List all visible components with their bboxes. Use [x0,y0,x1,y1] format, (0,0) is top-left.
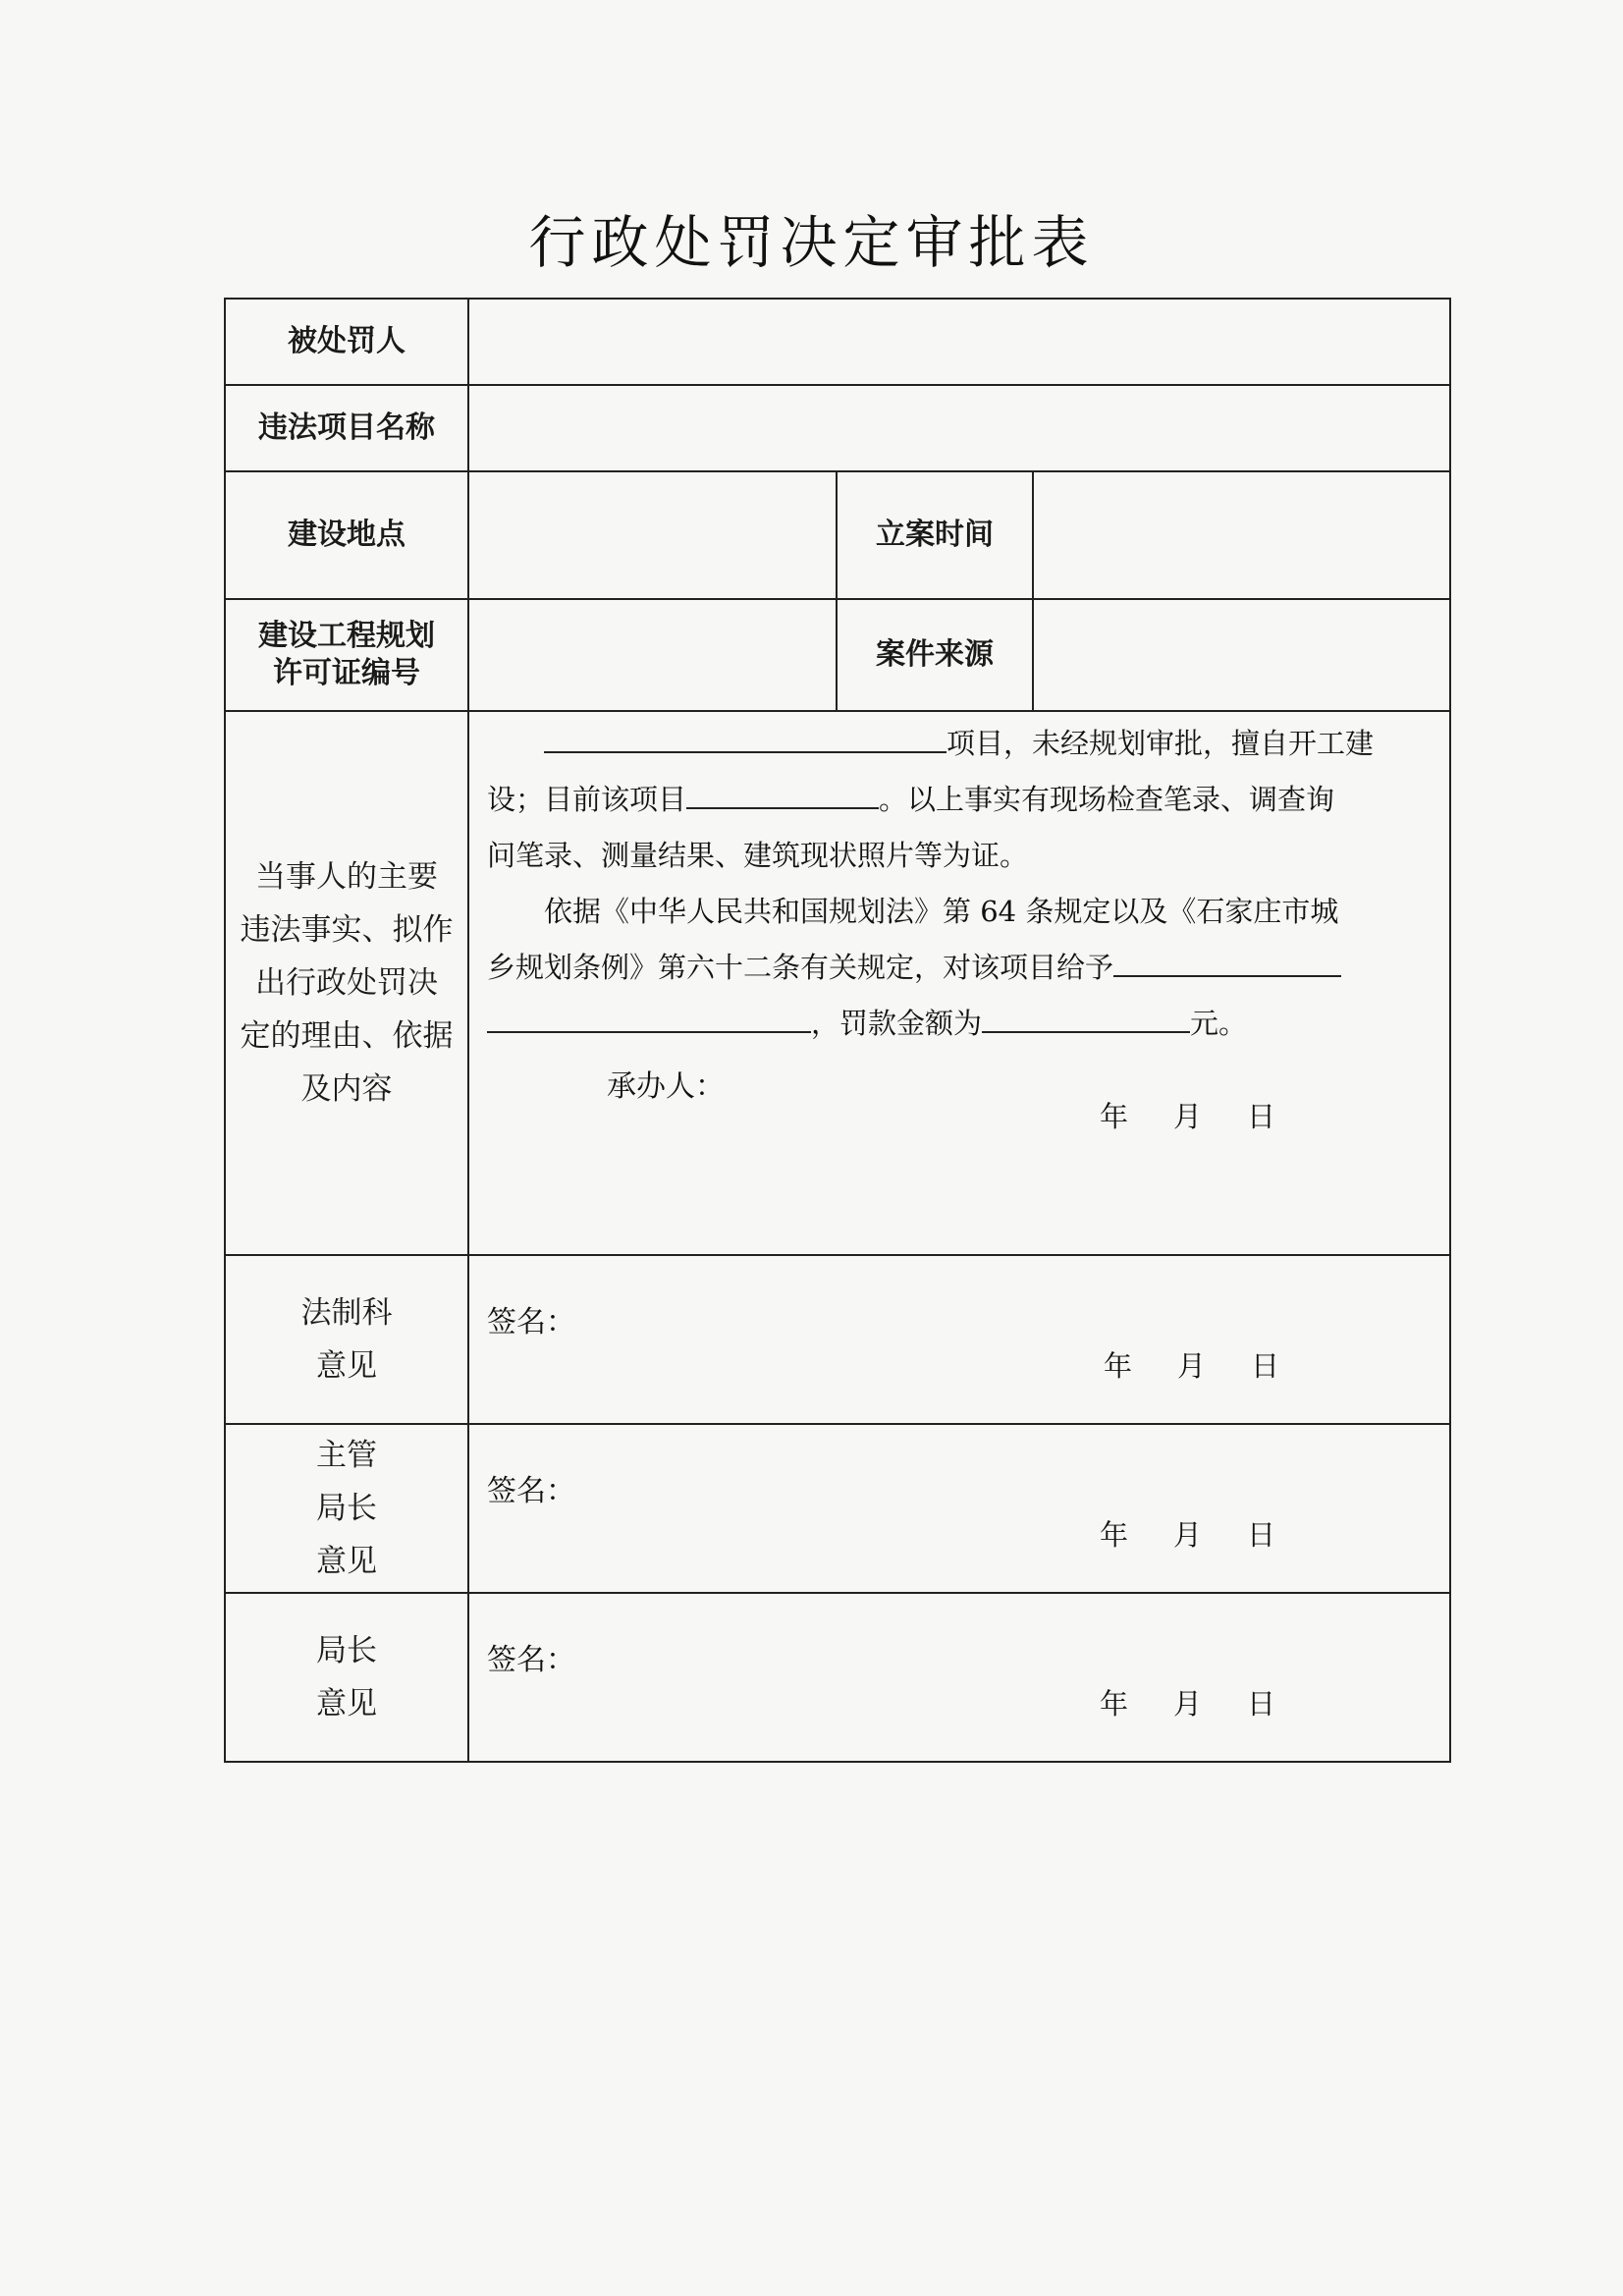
permit-number-field[interactable] [468,599,837,711]
date-month: 月 [1173,1687,1203,1721]
case-source-label: 案件来源 [837,599,1033,711]
signature-label: 签名： [487,1643,575,1677]
facts-label-line: 及内容 [300,1071,393,1107]
facts-paragraph-1 [469,716,1449,772]
respondent-row [225,299,1450,385]
date-year: 年 [1100,1100,1129,1133]
director-date [1100,1682,1275,1722]
project-name-row [225,385,1450,471]
facts-text: ，罚款金额为 [811,1007,983,1040]
director-label-line: 局长 [316,1633,377,1668]
signature-label: 签名： [487,1305,575,1339]
date-month: 月 [1173,1518,1203,1552]
deputy-label-line: 意见 [316,1544,377,1579]
date-year: 年 [1100,1687,1129,1721]
facts-label-line: 定的理由、依据 [240,1018,454,1054]
facts-paragraph-1-end [469,828,1449,884]
facts-text: 问笔录、测量结果、建筑现状照片等为证。 [487,839,1029,872]
deputy-director-row [225,1424,1450,1593]
facts-row [225,711,1450,1255]
date-day: 日 [1247,1100,1276,1133]
case-source-field[interactable] [1033,599,1450,711]
legal-date [1104,1344,1279,1385]
facts-text: 乡规划条例》第六十二条有关规定，对该项目给予 [487,951,1114,984]
facts-label [225,711,468,1255]
location-label: 建设地点 [225,471,468,599]
location-field[interactable] [468,471,837,599]
date-day: 日 [1247,1518,1276,1552]
date-year: 年 [1100,1518,1129,1552]
deputy-director-label [225,1424,468,1593]
facts-date [1100,1095,1275,1135]
director-row [225,1593,1450,1762]
respondent-field[interactable] [468,299,1450,385]
date-day: 日 [1251,1349,1280,1383]
deputy-label-line: 主管 [316,1438,377,1473]
filing-time-label: 立案时间 [837,471,1033,599]
facts-text: 。以上事实有现场检查笔录、调查询 [879,783,1335,816]
facts-label-line: 违法事实、拟作 [240,912,454,948]
penalty-blank-cont[interactable] [487,998,811,1033]
date-day: 日 [1247,1687,1276,1721]
facts-text: 设；目前该项目 [487,783,687,816]
page-title: 行政处罚决定审批表 [528,209,1095,276]
status-blank[interactable] [686,774,879,809]
signature-label: 签名： [487,1474,575,1508]
approval-form-table [224,298,1451,1763]
fine-amount-blank[interactable] [982,998,1190,1033]
facts-text: 依据《中华人民共和国规划法》第 64 条规定以及《石家庄市城 [544,895,1339,928]
facts-paragraph-1-cont [469,772,1449,828]
penalty-blank[interactable] [1113,942,1341,977]
permit-label-line1: 建设工程规划 [258,619,435,653]
respondent-label: 被处罚人 [225,299,468,385]
location-row [225,471,1450,599]
legal-opinion-field[interactable] [468,1255,1450,1424]
facts-paragraph-2 [469,884,1449,940]
facts-content [468,711,1450,1255]
legal-label-line: 法制科 [300,1295,393,1331]
handler-label: 承办人： [607,1069,725,1104]
deputy-date [1100,1513,1275,1554]
facts-label-line: 当事人的主要 [255,859,438,895]
date-month: 月 [1173,1100,1203,1133]
facts-paragraph-2-end [469,996,1449,1052]
project-name-label: 违法项目名称 [225,385,468,471]
filing-time-field[interactable] [1033,471,1450,599]
permit-row [225,599,1450,711]
project-name-field[interactable] [468,385,1450,471]
director-label [225,1593,468,1762]
facts-label-line: 出行政处罚决 [255,965,438,1001]
legal-opinion-label [225,1255,468,1424]
date-month: 月 [1177,1349,1207,1383]
legal-label-line: 意见 [316,1348,377,1384]
date-year: 年 [1104,1349,1133,1383]
legal-opinion-row [225,1255,1450,1424]
permit-label [225,599,468,711]
deputy-label-line: 局长 [316,1491,377,1526]
deputy-director-field[interactable] [468,1424,1450,1593]
facts-text: 项目，未经规划审批，擅自开工建 [947,727,1375,760]
project-blank[interactable] [544,718,947,753]
facts-paragraph-2-cont [469,940,1449,996]
director-field[interactable] [468,1593,1450,1762]
permit-label-line2: 许可证编号 [273,656,420,690]
director-label-line: 意见 [316,1686,377,1722]
facts-text: 元。 [1190,1007,1248,1040]
